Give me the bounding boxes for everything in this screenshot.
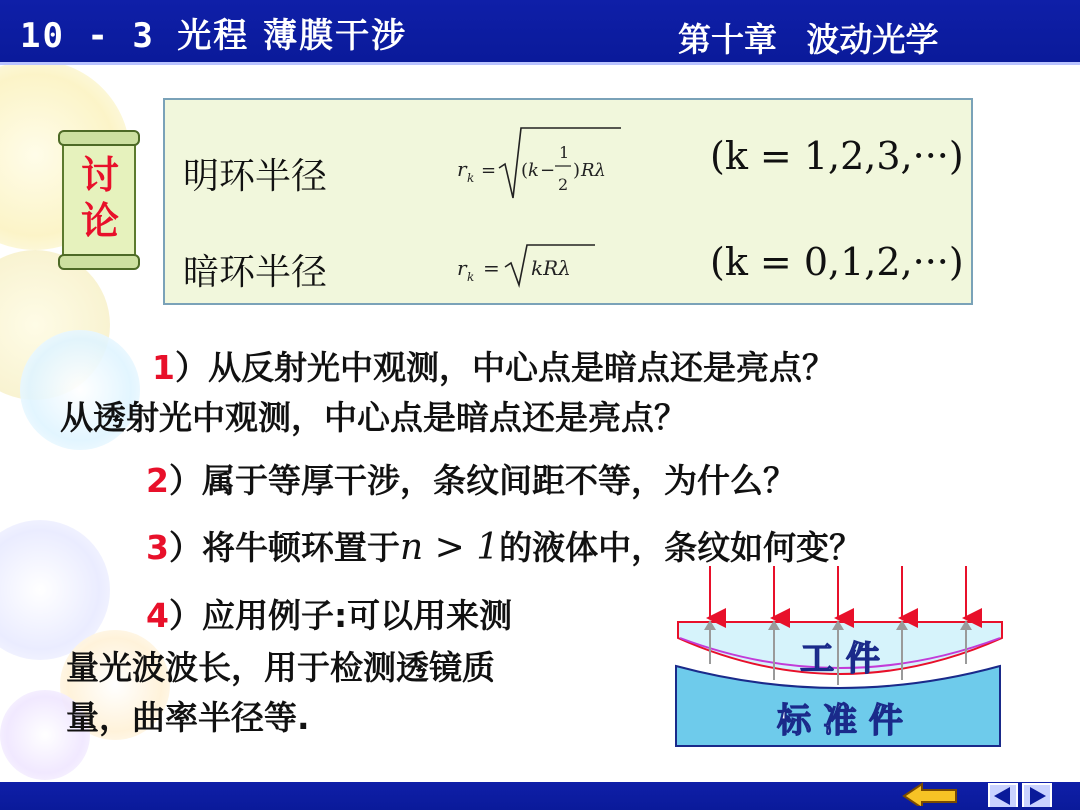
bright-ring-label: 明环半径 (183, 156, 328, 197)
section-title: 光程 薄膜干涉 (177, 16, 408, 56)
scroll-char-1: 讨 (80, 153, 119, 197)
question-1-number: 1 (152, 348, 175, 387)
return-arrow-icon (904, 784, 956, 806)
scroll-roll-bottom (58, 254, 140, 270)
svg-text:2: 2 (558, 175, 569, 194)
question-2-number: 2 (146, 461, 169, 500)
section-number: 10 - 3 (20, 16, 155, 56)
svg-text:Rλ: Rλ (581, 160, 606, 181)
bright-ring-formula (455, 120, 645, 210)
question-4-line-1 (146, 590, 512, 637)
bright-ring-condition: (k = 1,2,3,···) (710, 134, 964, 178)
svg-text:r: r (457, 256, 467, 280)
dark-ring-formula (455, 235, 625, 295)
svg-text:(: ( (521, 160, 529, 181)
question-3-math: n > 1 (399, 527, 500, 568)
discussion-scroll-tag (58, 130, 138, 268)
svg-text:k: k (467, 270, 475, 284)
svg-text:=: = (481, 160, 497, 181)
section-heading (20, 8, 407, 57)
scroll-char-2: 论 (80, 199, 119, 243)
dark-ring-label: 暗环半径 (183, 252, 328, 293)
next-slide-button[interactable] (1022, 783, 1052, 807)
standard-piece-label: 标 准 件 (777, 701, 903, 741)
return-button[interactable] (900, 782, 960, 806)
question-1-line-2: 从透射光中观测，中心点是暗点还是亮点？ (60, 398, 687, 437)
svg-text:k: k (467, 171, 475, 185)
newton-ring-diagram (660, 560, 1020, 760)
question-4-number: 4 (146, 596, 169, 635)
title-bar (0, 0, 1080, 65)
svg-text:r: r (457, 157, 467, 181)
svg-text:−: − (540, 160, 556, 181)
question-3-text-before: ）将牛顿环置于 (168, 528, 400, 567)
question-2-text: ）属于等厚干涉，条纹间距不等，为什么？ (168, 461, 796, 500)
question-4-text: ）应用例子:可以用来测 (168, 596, 513, 635)
svg-text:kRλ: kRλ (531, 256, 571, 280)
scroll-text (80, 152, 120, 244)
chapter-title: 第十章 波动光学 (678, 20, 939, 59)
previous-slide-button[interactable] (988, 783, 1018, 807)
question-4-line-3: 量，曲率半径等. (66, 698, 310, 737)
svg-text:): ) (573, 160, 581, 181)
question-1-line-1 (152, 342, 835, 389)
formula-box (163, 98, 973, 305)
question-2 (146, 455, 796, 502)
workpiece-label: 工 件 (800, 639, 880, 679)
scroll-roll-top (58, 130, 140, 146)
question-3-text-after: 的液体中，条纹如何变？ (499, 528, 863, 567)
svg-text:1: 1 (559, 143, 570, 162)
svg-text:k: k (528, 160, 539, 181)
question-4-line-2: 量光波波长，用于检测透镜质 (66, 648, 495, 687)
question-3-number: 3 (146, 528, 169, 567)
question-1-text: ）从反射光中观测，中心点是暗点还是亮点？ (174, 348, 835, 387)
dark-ring-condition: (k = 0,1,2,···) (710, 240, 964, 284)
svg-text:=: = (483, 256, 500, 280)
